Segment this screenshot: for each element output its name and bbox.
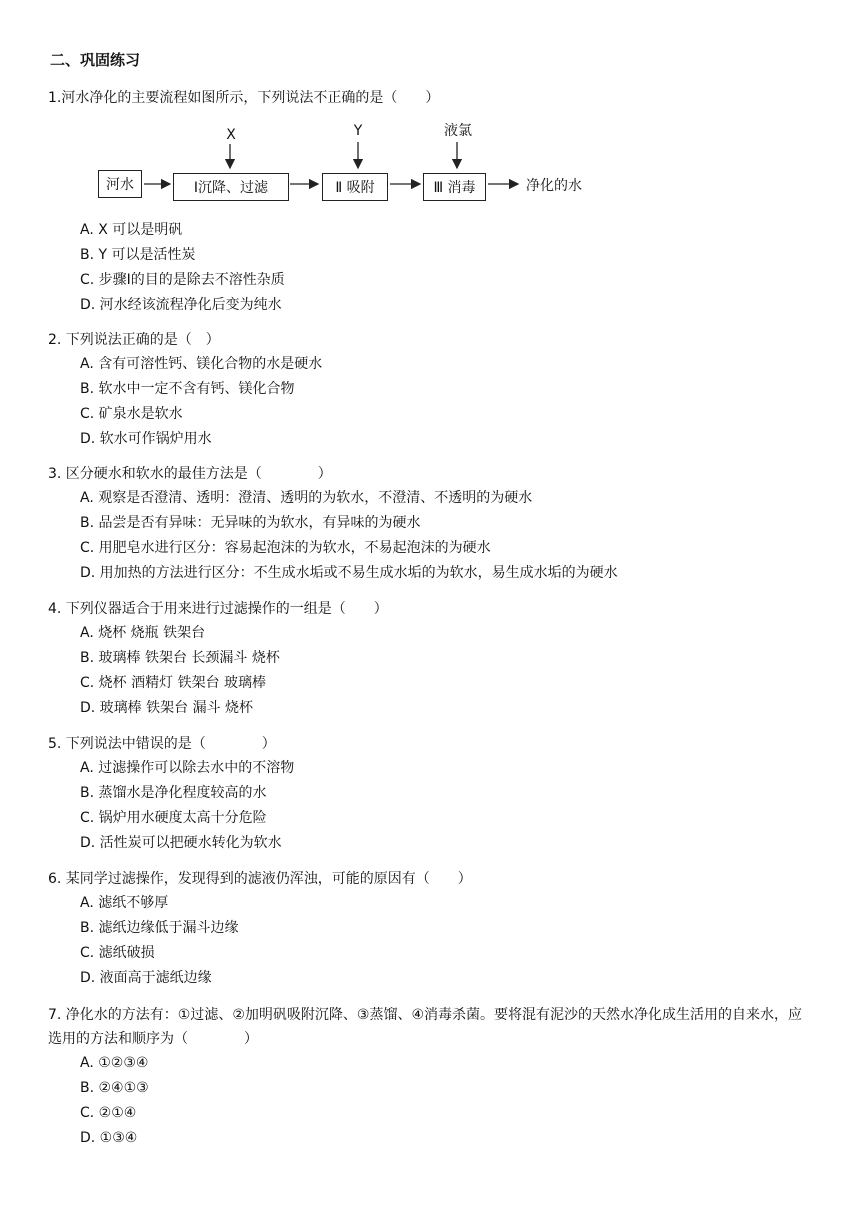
input-y-label: Y	[353, 123, 363, 139]
option-b: B. 滤纸边缘低于漏斗边缘	[80, 920, 239, 936]
question-stem: 2. 下列说法正确的是（ ）	[48, 332, 220, 348]
option-d: D. 软水可作锅炉用水	[80, 431, 212, 447]
step2-box: Ⅱ 吸附	[322, 173, 388, 201]
step3-box: Ⅲ 消毒	[423, 173, 486, 201]
option-a: A. X 可以是明矾	[80, 222, 183, 238]
option-a: A. 过滤操作可以除去水中的不溶物	[80, 760, 295, 776]
question-6	[48, 867, 818, 991]
option-b: B. ②④①③	[80, 1080, 149, 1096]
option-b: B. Y 可以是活性炭	[80, 247, 196, 263]
input-chlorine-label: 液氯	[444, 123, 472, 139]
option-c: C. 锅炉用水硬度太高十分危险	[80, 810, 267, 826]
option-d: D. 用加热的方法进行区分：不生成水垢或不易生成水垢的为软水，易生成水垢的为硬水	[80, 565, 618, 581]
question-1-options	[48, 218, 818, 318]
option-a: A. 观察是否澄清、透明：澄清、透明的为软水，不澄清、不透明的为硬水	[80, 490, 533, 506]
option-c: C. 滤纸破损	[80, 945, 155, 961]
question-7	[48, 1003, 808, 1151]
option-a: A. 烧杯 烧瓶 铁架台	[80, 625, 206, 641]
option-c: C. 烧杯 酒精灯 铁架台 玻璃棒	[80, 675, 267, 691]
question-1	[48, 86, 818, 110]
question-stem: 7. 净化水的方法有：①过滤、②加明矾吸附沉降、③蒸馏、④消毒杀菌。要将混有泥沙的天然水净化成生活用的自来水，应选用的方法和顺序为（ ）	[48, 1007, 803, 1047]
question-stem: 3. 区分硬水和软水的最佳方法是（ ）	[48, 466, 332, 482]
option-a: A. ①②③④	[80, 1055, 149, 1071]
question-stem: 5. 下列说法中错误的是（ ）	[48, 736, 276, 752]
option-c: C. 矿泉水是软水	[80, 406, 183, 422]
option-d: D. 河水经该流程净化后变为纯水	[80, 297, 282, 313]
option-a: A. 滤纸不够厚	[80, 895, 169, 911]
option-d: D. 液面高于滤纸边缘	[80, 970, 212, 986]
option-c: C. 用肥皂水进行区分：容易起泡沫的为软水，不易起泡沫的为硬水	[80, 540, 491, 556]
option-a: A. 含有可溶性钙、镁化合物的水是硬水	[80, 356, 323, 372]
question-3	[48, 462, 818, 586]
question-stem: 4. 下列仪器适合于用来进行过滤操作的一组是（ ）	[48, 601, 388, 617]
option-b: B. 玻璃棒 铁架台 长颈漏斗 烧杯	[80, 650, 280, 666]
question-stem: 1.河水净化的主要流程如图所示，下列说法不正确的是（ ）	[48, 90, 440, 106]
input-x-label: X	[226, 127, 236, 143]
question-stem: 6. 某同学过滤操作，发现得到的滤液仍浑浊，可能的原因有（ ）	[48, 871, 472, 887]
option-d: D. 活性炭可以把硬水转化为软水	[80, 835, 282, 851]
option-d: D. 玻璃棒 铁架台 漏斗 烧杯	[80, 700, 254, 716]
section-title: 二、巩固练习	[50, 51, 141, 69]
question-5	[48, 732, 818, 856]
option-b: B. 品尝是否有异味：无异味的为软水，有异味的为硬水	[80, 515, 421, 531]
option-b: B. 蒸馏水是净化程度较高的水	[80, 785, 267, 801]
option-c: C. 步骤Ⅰ的目的是除去不溶性杂质	[80, 272, 285, 288]
source-box: 河水	[98, 170, 142, 198]
result-label: 净化的水	[526, 178, 582, 194]
option-d: D. ①③④	[80, 1130, 138, 1146]
question-4	[48, 597, 818, 721]
water-purification-diagram	[0, 118, 860, 210]
option-c: C. ②①④	[80, 1105, 137, 1121]
question-2	[48, 328, 818, 452]
step1-box: Ⅰ沉降、过滤	[173, 173, 289, 201]
option-b: B. 软水中一定不含有钙、镁化合物	[80, 381, 295, 397]
